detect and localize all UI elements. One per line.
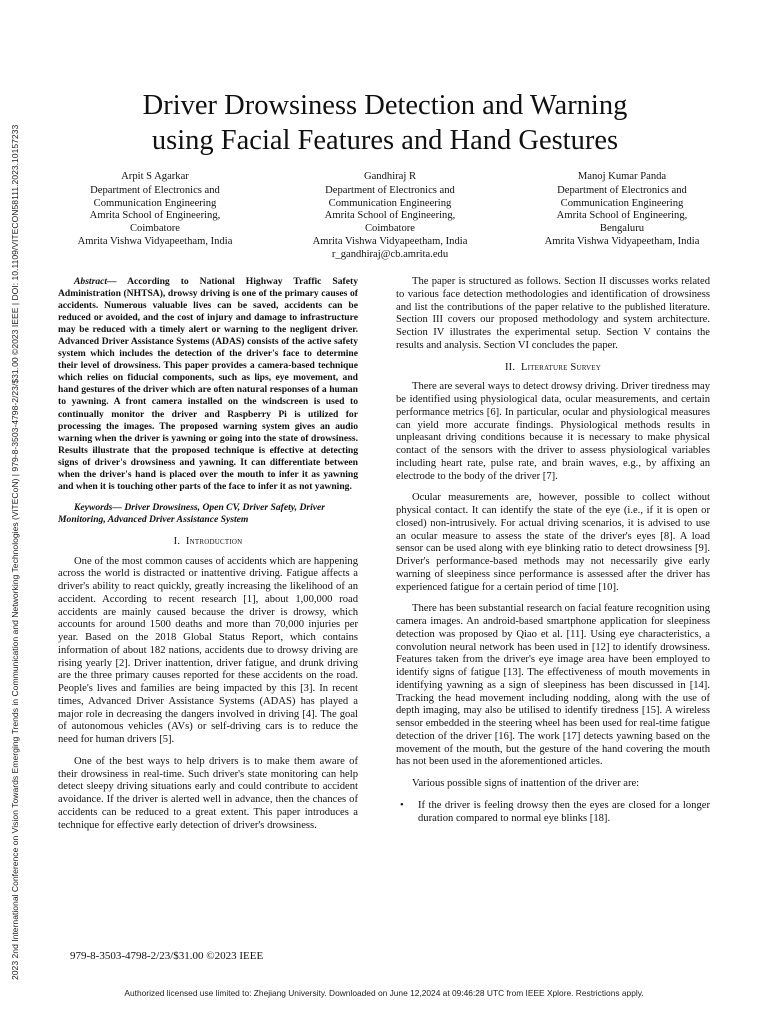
section-heading-introduction	[58, 536, 358, 549]
section-number: I.	[173, 535, 181, 547]
abstract	[58, 276, 358, 493]
sidebar-text: 2023 2nd International Conference on Vision Towards Emerging Trends in Communication and Networking Technologies (ViTECoN) | 979-8-3503-4798-2/23/$31.00 ©2023 IEEE | DOI: 10.1109/VITECON58111.2023.10157233	[10, 124, 20, 980]
section-number: II.	[504, 361, 516, 373]
doi-sidebar	[6, 62, 26, 982]
author-affil-line: Department of Electronics and	[325, 184, 455, 196]
bullet-text: If the driver is feeling drowsy then the eyes are closed for a longer duration compared to normal eye blinks [18].	[418, 799, 710, 824]
section-title: Literature Survey	[520, 361, 602, 373]
author-affil-line: Bengaluru	[599, 223, 645, 235]
literature-paragraph-4: Various possible signs of inattention of the driver are:	[412, 778, 640, 789]
author-affil-line: Communication Engineering	[560, 197, 684, 209]
left-column	[58, 276, 358, 841]
author-affil-line: Department of Electronics and	[90, 184, 220, 196]
author-affil-line: Amrita Vishwa Vidyapeetham, India	[77, 235, 233, 247]
right-column	[396, 276, 710, 825]
literature-paragraph-2: Ocular measurements are, however, possible to collect without physical contact. It can identify the state of the eye (i.e., if it is open or closed) non-intrusively. For actual driving scenarios, it is advised to use an ocular measure to assess the state of the driver's eyes [8]. A load sensor can be used along with eye blinking ratio to detect drowsiness [9]. Driver's performance-based methods may not necessarily give early warning of sleepiness since performance is assessed after the driver has experienced fatigue for a certain period of time [10].	[396, 492, 710, 593]
title-line-2: using Facial Features and Hand Gestures	[151, 125, 619, 156]
bullet-list	[396, 800, 710, 826]
author-affil-line: Department of Electronics and	[557, 184, 687, 196]
author-affil-line: Coimbatore	[129, 223, 180, 235]
literature-paragraph-3: There has been substantial research on facial feature recognition using camera images. An android-based smartphone application for sleepiness detection was proposed by Qiao et al. [11]. Using eye characteristics, a convolution neural network has been used in [12] to identify drowsiness. Features taken from the driver's eye image area have been employed to identify signs of fatigue [13]. The effectiveness of mouth movements in identifying yawning as a sign of sleepiness has been discussed in [14]. Tracking the head movement including nodding, along with the use of depth imaging, may also be utilised to identify tiredness [15]. A wireless sensor embedded in the steering wheel has been used for real-time fatigue detection of the driver [16]. The work [17] detects yawning based on the movement of the mouth, but the gesture of the hand covering the mouth has not been used in the aforementioned articles.	[396, 603, 710, 768]
intro-paragraph-2: One of the best ways to help drivers is to make them aware of their drowsiness in real-time. Such driver's state monitoring can help detect sleepy driving situations early and could contribute to accident avoidance. If the driver is alerted well in advance, then the chances of accidents can be reduced to a great extent. This paper introduces a technique for effective early detection of driver's drowsiness.	[58, 755, 358, 831]
author-3	[507, 171, 737, 249]
author-affil-line: Coimbatore	[364, 223, 415, 235]
section-title: Introduction	[185, 535, 243, 547]
author-2	[275, 171, 505, 262]
keywords: Keywords— Driver Drowsiness, Open CV, Driver Safety, Driver Monitoring, Advanced Driver Assistance System	[58, 501, 326, 525]
structure-paragraph: The paper is structured as follows. Section II discusses works related to various face detection methodologies and identification of drowsiness and list the contributions of the paper relative to the published literature. Section III covers our proposed methodology and system architecture. Section IV illustrates the experimental setup. Section V contains the results and analysis. Section VI concludes the paper.	[396, 276, 710, 351]
intro-paragraph-1: One of the most common causes of accidents which are happening across the world is distracted or inattentive driving. Fatigue affects a driver's ability to react quickly, greatly increasing the likelihood of an accident. According to recent research [1], about 1,00,000 road accidents are mainly caused because the driver is drowsy, which accounts for around 1500 deaths and more than 70,000 injuries per year. Based on the 2018 Global Status Report, which contains information of about 182 nations, accidents due to drowsy driving are rising yearly [2]. Driver inattention, driver fatigue, and drunk driving are the three primary causes reported for these accidents on the road. People's lives and families are being impacted by this [3]. In recent times, Advanced Driver Assistance Systems (ADAS) has played a major role in decreasing the dangers involved in driving [4]. The goal of autonomous vehicles (AVs) or self-driving cars is to reduce the need for human drivers [5].	[58, 555, 358, 746]
copyright-line: 979-8-3503-4798-2/23/$31.00 ©2023 IEEE	[70, 950, 264, 962]
author-name: Arpit S Agarkar	[121, 171, 189, 182]
author-1	[40, 171, 270, 249]
title-line-1: Driver Drowsiness Detection and Warning	[142, 90, 628, 121]
abstract-text: According to National Highway Traffic Safety Administration (NHTSA), drowsy driving is one of the primary causes of accidents. Numerous valuable lives can be saved, accidents can be reduced or avoided, and the cost of injury and damage to infrastructure may be reduced with a timely alert or warning to the negligent driver. Advanced Driver Assistance Systems (ADAS) consists of the active safety system which includes the detection of the driver's face to determine their level of drowsiness. This paper provides a camera-based technique which relies on fiducial components, such as lips, eye movement, and hand gestures of the driver which are often natural responses of a human to yawning. A front camera installed on the windscreen is used to continually monitor the driver and Raspberry Pi is utilized for processing the images. The proposed warning system gives an audio warning when the driver is yawning or going into the state of drowsiness. Results illustrate that the proposed technique is effective at detecting signs of driver's drowsiness and yawning. It can differentiate between when the driver's hand is placed over the mouth to infer it as yawning and when it is touching other parts of the face to infer it as not yawning.	[58, 276, 358, 492]
author-name: Manoj Kumar Panda	[577, 171, 667, 182]
author-affil-line: Amrita School of Engineering,	[556, 210, 688, 222]
literature-paragraph-1: There are several ways to detect drowsy driving. Driver tiredness may be identified using physiological data, ocular measurements, and certain performance metrics [6]. In particular, ocular and physiological measures can yield more accurate findings. Physiological methods results in unpleasant driving conditions because it is necessary to make physical contact of the sensors with the driver to assess physiological variables including heart rate, pulse rate, and brain waves, e.g., by affixing an electrode to the body of the driver [7].	[396, 381, 710, 482]
section-heading-literature-survey	[396, 362, 710, 375]
license-footer: Authorized licensed use limited to: Zhejiang University. Downloaded on June 12,2024 at 09:46:28 UTC from IEEE Xplore. Restrictions apply.	[124, 988, 644, 998]
bullet-icon: •	[400, 799, 404, 811]
author-name: Gandhiraj R	[363, 171, 417, 182]
author-affil-line: Amrita Vishwa Vidyapeetham, India	[544, 235, 700, 247]
paper-title	[60, 88, 710, 158]
list-item	[400, 799, 710, 826]
author-affil-line: Communication Engineering	[328, 197, 452, 209]
author-affil-line: Amrita School of Engineering,	[89, 210, 221, 222]
author-email[interactable]: r_gandhiraj@cb.amrita.edu	[331, 248, 449, 260]
abstract-label: Abstract—	[74, 276, 117, 287]
author-affil-line: Amrita Vishwa Vidyapeetham, India	[312, 235, 468, 247]
author-affil-line: Communication Engineering	[93, 197, 217, 209]
author-affil-line: Amrita School of Engineering,	[324, 210, 456, 222]
